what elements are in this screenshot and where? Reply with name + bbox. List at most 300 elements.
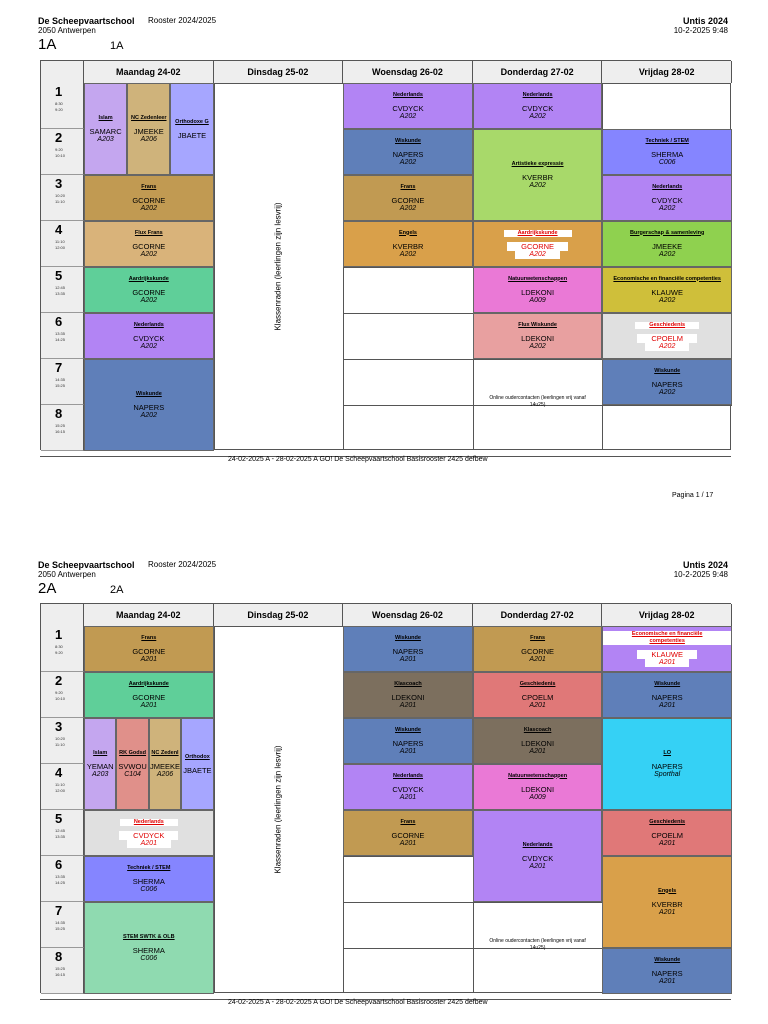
lesson-room: A201	[127, 840, 171, 848]
lesson-room: A202	[529, 181, 546, 189]
day-header: Maandag 24-02	[84, 604, 214, 626]
lesson-teacher: LDEKONI	[521, 287, 555, 297]
row-divider	[343, 267, 473, 268]
lesson-room: A206	[156, 770, 174, 778]
day-header: Woensdag 26-02	[343, 604, 473, 626]
lesson-room: A203	[97, 135, 114, 143]
period-end: 14:25	[55, 337, 66, 342]
class-title: 2A	[38, 580, 57, 597]
lesson-room: A201	[529, 701, 546, 709]
lesson-block[interactable]	[84, 718, 116, 810]
lesson-teacher: GCORNE	[132, 195, 166, 205]
day-header: Vrijdag 28-02	[602, 604, 732, 626]
lesson-room: A201	[399, 793, 417, 801]
period-end: 13:35	[55, 291, 66, 296]
lesson-block[interactable]	[127, 83, 170, 175]
period-label	[41, 810, 84, 856]
period-time	[55, 690, 65, 702]
lesson-block[interactable]	[84, 359, 214, 451]
row-divider	[343, 313, 473, 314]
lesson-teacher: CVDYCK	[392, 103, 424, 113]
lesson-room: A201	[399, 839, 417, 847]
lesson-block[interactable]	[473, 810, 603, 902]
lesson-teacher: NAPERS	[651, 968, 683, 978]
lesson-block[interactable]	[181, 718, 213, 810]
lesson-subject: RK Godsd	[119, 749, 147, 756]
lesson-teacher: GCORNE	[391, 830, 425, 840]
lesson-subject: Geschiedenis	[519, 680, 556, 687]
day-header: Donderdag 27-02	[473, 61, 603, 83]
period-start: 15:25	[55, 966, 66, 971]
lesson-block[interactable]	[473, 764, 603, 810]
lesson-room: A201	[399, 655, 417, 663]
period-end: 13:35	[55, 834, 66, 839]
lesson-block[interactable]	[602, 672, 732, 718]
lesson-subject: Wiskunde	[395, 726, 421, 733]
period-end: 15:25	[55, 926, 66, 931]
print-timestamp: 10-2-2025 9:48	[673, 570, 728, 579]
footer-text: 24-02-2025 A - 28-02-2025 A GO! De Scheepvaartschool Basisrooster 2425 defbew	[228, 999, 488, 1006]
lesson-teacher: NAPERS	[651, 761, 683, 771]
lesson-block[interactable]	[343, 175, 473, 221]
lesson-subject: Nederlands	[522, 91, 553, 98]
lesson-block[interactable]	[84, 175, 214, 221]
period-number: 4	[55, 765, 63, 780]
period-number: 1	[55, 627, 63, 642]
day-header: Dinsdag 25-02	[214, 61, 344, 83]
period-label	[41, 405, 84, 451]
lesson-teacher: LDEKONI	[521, 333, 555, 343]
period-label	[41, 902, 84, 948]
lesson-teacher: JMEEKE	[133, 126, 164, 136]
period-time	[55, 423, 65, 435]
lesson-teacher: NAPERS	[392, 738, 424, 748]
lesson-block[interactable]	[343, 626, 473, 672]
lesson-room: A202	[399, 158, 417, 166]
period-label	[41, 718, 84, 764]
period-start: 8:30	[55, 101, 63, 106]
lesson-subject: Economische en financiële competenties	[613, 275, 721, 282]
lesson-subject: Nederlands	[133, 321, 164, 328]
lesson-subject: Flux Wiskunde	[518, 321, 557, 328]
lesson-block[interactable]	[116, 718, 148, 810]
period-start: 11:10	[55, 782, 65, 787]
period-number: 3	[55, 176, 63, 191]
lesson-subject: Wiskunde	[654, 367, 681, 374]
row-divider	[343, 902, 473, 903]
day-header: Vrijdag 28-02	[602, 61, 732, 83]
lesson-room: C104	[124, 770, 141, 778]
lesson-teacher: SVWOU	[118, 761, 147, 771]
row-divider	[602, 405, 732, 406]
period-number: 8	[55, 949, 63, 964]
class-subtitle: 1A	[110, 40, 124, 52]
period-time	[55, 101, 63, 113]
period-number: 2	[55, 130, 63, 145]
lesson-block[interactable]	[602, 718, 732, 810]
day-header: Donderdag 27-02	[473, 604, 603, 626]
page-number: Pagina 1 / 17	[672, 492, 714, 499]
lesson-room: A009	[529, 296, 546, 304]
day-header: Dinsdag 25-02	[214, 604, 344, 626]
period-start: 13:35	[55, 331, 66, 336]
lesson-teacher: CVDYCK	[133, 333, 165, 343]
day-header: Maandag 24-02	[84, 61, 214, 83]
period-end: 11:10	[55, 199, 65, 204]
lesson-teacher: LDEKONI	[391, 692, 425, 702]
lesson-subject: Wiskunde	[395, 634, 421, 641]
period-time	[55, 920, 65, 932]
lesson-subject: Nederlands	[393, 91, 423, 98]
period-number: 8	[55, 406, 63, 421]
lesson-subject: Techniek / STEM	[127, 864, 171, 871]
column-divider	[214, 626, 215, 992]
period-start: 9:20	[55, 690, 63, 695]
lesson-block[interactable]	[602, 626, 732, 672]
lesson-teacher: JBAETE	[177, 130, 207, 140]
school-name: De Scheepvaartschool	[38, 560, 135, 570]
lesson-room: A202	[399, 204, 417, 212]
lesson-room: A202	[529, 112, 546, 120]
lesson-room: A202	[645, 343, 689, 351]
period-end: 10:10	[55, 153, 66, 158]
period-time	[55, 377, 65, 389]
lesson-teacher: SAMARC	[89, 126, 122, 136]
lesson-block[interactable]	[602, 129, 732, 175]
dinsdag-note: Klassenraden (leerlingen zijn lesvrij)	[273, 202, 283, 331]
period-label	[41, 764, 84, 810]
lesson-teacher: NAPERS	[651, 692, 683, 702]
lesson-block[interactable]	[149, 718, 181, 810]
lesson-room: A201	[659, 839, 676, 847]
lesson-teacher: GCORNE	[507, 242, 568, 251]
lesson-block[interactable]	[473, 129, 603, 221]
period-label	[41, 267, 84, 313]
period-start: 11:10	[55, 239, 65, 244]
lesson-teacher: CVDYCK	[651, 195, 683, 205]
roster-year: Rooster 2024/2025	[148, 16, 217, 25]
period-time	[55, 239, 65, 251]
lesson-block[interactable]	[473, 83, 603, 129]
period-number: 5	[55, 268, 63, 283]
row-divider	[473, 359, 603, 360]
lesson-subject: Engels	[398, 229, 417, 236]
column-divider	[214, 83, 215, 449]
period-end: 9:20	[55, 650, 63, 655]
lesson-block[interactable]	[84, 83, 127, 175]
lesson-block[interactable]	[473, 267, 603, 313]
row-divider	[473, 902, 603, 903]
lesson-block[interactable]	[473, 221, 603, 267]
app-name: Untis 2024	[682, 560, 728, 570]
lesson-teacher: NAPERS	[133, 402, 165, 412]
school-name: De Scheepvaartschool	[38, 16, 135, 26]
lesson-subject: Aardrijkskunde	[128, 680, 169, 687]
lesson-subject: Burgerschap & samenleving	[630, 229, 705, 236]
lesson-block[interactable]	[602, 810, 732, 856]
period-time	[55, 782, 65, 794]
lesson-teacher: NAPERS	[392, 149, 424, 159]
lesson-teacher: JMEEKE	[652, 241, 683, 251]
period-label	[41, 83, 84, 129]
lesson-teacher: YEMAN	[86, 761, 114, 771]
lesson-subject: Economische en financiële competenties	[603, 631, 731, 645]
lesson-subject: Techniek / STEM	[645, 137, 689, 144]
row-divider	[343, 405, 473, 406]
lesson-block[interactable]	[84, 672, 214, 718]
lesson-teacher: KLAUWE	[651, 287, 684, 297]
lesson-room: A202	[659, 250, 676, 258]
lesson-room: A201	[529, 655, 546, 663]
lesson-block[interactable]	[473, 718, 603, 764]
period-number: 1	[55, 84, 63, 99]
period-time	[55, 874, 65, 886]
period-end: 9:20	[55, 107, 63, 112]
period-time	[55, 644, 63, 656]
lesson-subject: Klascoach	[394, 680, 422, 687]
lesson-subject: STEM SWTK & OLB	[122, 933, 175, 940]
lesson-room: A202	[515, 251, 559, 259]
lesson-block[interactable]	[343, 810, 473, 856]
lesson-subject: Frans	[400, 183, 416, 190]
period-number: 7	[55, 360, 63, 375]
period-number: 7	[55, 903, 63, 918]
lesson-block[interactable]	[602, 856, 732, 948]
lesson-room: A201	[645, 659, 689, 667]
lesson-room: A202	[140, 250, 157, 258]
print-timestamp: 10-2-2025 9:48	[673, 26, 728, 35]
period-start: 10:20	[55, 193, 66, 198]
row-divider	[343, 359, 473, 360]
lesson-teacher: GCORNE	[132, 692, 166, 702]
period-start: 8:30	[55, 644, 63, 649]
period-start: 15:25	[55, 423, 66, 428]
period-time	[55, 193, 65, 205]
lesson-subject: Klascoach	[523, 726, 552, 733]
lesson-block[interactable]	[84, 626, 214, 672]
period-time	[55, 147, 65, 159]
lesson-room: A202	[399, 250, 417, 258]
app-name: Untis 2024	[682, 16, 728, 26]
timetable-1A	[40, 60, 731, 450]
lesson-subject: Frans	[400, 818, 416, 825]
period-time	[55, 285, 65, 297]
lesson-subject: Frans	[141, 183, 157, 190]
lesson-teacher: GCORNE	[132, 646, 166, 656]
period-end: 16:15	[55, 972, 66, 977]
period-label	[41, 221, 84, 267]
row-divider	[343, 856, 473, 857]
lesson-teacher: GCORNE	[391, 195, 425, 205]
dinsdag-note: Klassenraden (leerlingen zijn lesvrij)	[273, 745, 283, 874]
table-corner	[41, 61, 84, 83]
period-start: 13:35	[55, 874, 66, 879]
lesson-teacher: SHERMA	[132, 945, 165, 955]
period-start: 14:35	[55, 920, 66, 925]
lesson-teacher: CVDYCK	[521, 103, 554, 113]
lesson-block[interactable]	[84, 902, 214, 994]
lesson-teacher: KVERBR	[651, 899, 683, 909]
period-end: 10:10	[55, 696, 66, 701]
lesson-subject: Aardrijkskunde	[128, 275, 169, 282]
lesson-block[interactable]	[473, 626, 603, 672]
lesson-block[interactable]	[343, 764, 473, 810]
lesson-block[interactable]	[84, 221, 214, 267]
lesson-teacher: KLAUWE	[637, 650, 697, 659]
lesson-block[interactable]	[602, 175, 732, 221]
lesson-room: A202	[140, 204, 157, 212]
lesson-teacher: LDEKONI	[521, 784, 555, 794]
lesson-teacher: NAPERS	[392, 646, 424, 656]
lesson-subject: Natuurwetenschappen	[508, 275, 568, 282]
school-address: 2050 Antwerpen	[38, 570, 96, 579]
lesson-subject: Aardrijkskunde	[504, 230, 572, 237]
lesson-block[interactable]	[602, 267, 732, 313]
period-number: 6	[55, 314, 63, 329]
lesson-subject: Islam	[98, 114, 113, 121]
lesson-subject: Wiskunde	[654, 956, 681, 963]
period-start: 10:20	[55, 736, 66, 741]
lesson-subject: LO	[663, 749, 671, 756]
lesson-teacher: CVDYCK	[119, 831, 178, 840]
lesson-room: A201	[529, 862, 546, 870]
period-end: 12:00	[55, 788, 66, 793]
period-start: 14:35	[55, 377, 66, 382]
lesson-subject: Artistieke expressie	[511, 160, 564, 167]
lesson-room: A203	[92, 770, 109, 778]
period-time	[55, 736, 65, 748]
lesson-teacher: GCORNE	[132, 241, 166, 251]
period-number: 2	[55, 673, 63, 688]
period-label	[41, 313, 84, 359]
period-end: 15:25	[55, 383, 66, 388]
period-label	[41, 175, 84, 221]
lesson-room: A202	[399, 112, 417, 120]
lesson-block[interactable]	[602, 948, 732, 994]
lesson-teacher: CPOELM	[637, 334, 697, 343]
lesson-block[interactable]	[170, 83, 213, 175]
lesson-room: A202	[140, 296, 157, 304]
lesson-block[interactable]	[84, 810, 214, 856]
lesson-subject: Flux Frans	[134, 229, 163, 236]
lesson-room: A201	[140, 655, 157, 663]
period-number: 4	[55, 222, 63, 237]
period-start: 9:20	[55, 147, 63, 152]
period-number: 6	[55, 857, 63, 872]
lesson-room: A201	[399, 701, 417, 709]
class-title: 1A	[38, 36, 57, 53]
lesson-room: C006	[140, 954, 158, 962]
lesson-room: A201	[659, 908, 676, 916]
lesson-subject: Geschiedenis	[635, 322, 699, 329]
lesson-teacher: CPOELM	[651, 830, 684, 840]
period-time	[55, 828, 65, 840]
lesson-teacher: CVDYCK	[521, 853, 554, 863]
lesson-block[interactable]	[343, 221, 473, 267]
lesson-subject: Geschiedenis	[649, 818, 686, 825]
period-time	[55, 331, 65, 343]
period-end: 12:00	[55, 245, 66, 250]
online-note: Online oudercontacten (leerlingen vrij vanaf 14u25)	[489, 938, 586, 951]
period-start: 12:45	[55, 828, 66, 833]
lesson-subject: Nederlands	[120, 819, 178, 826]
lesson-teacher: CPOELM	[521, 692, 554, 702]
lesson-subject: Wiskunde	[135, 390, 162, 397]
class-subtitle: 2A	[110, 584, 124, 596]
lesson-teacher: KVERBR	[392, 241, 424, 251]
lesson-block[interactable]	[84, 267, 214, 313]
lesson-room: A202	[659, 388, 676, 396]
lesson-room: A201	[659, 977, 676, 985]
period-label	[41, 626, 84, 672]
lesson-block[interactable]	[602, 359, 732, 405]
period-end: 16:15	[55, 429, 66, 434]
lesson-subject: NC Zedenleer	[131, 114, 167, 121]
lesson-block[interactable]	[473, 313, 603, 359]
period-start: 12:45	[55, 285, 66, 290]
period-label	[41, 948, 84, 994]
period-label	[41, 359, 84, 405]
lesson-block[interactable]	[602, 221, 732, 267]
lesson-room: A202	[659, 204, 676, 212]
lesson-subject: Nederlands	[652, 183, 683, 190]
lesson-subject: Engels	[658, 887, 677, 894]
period-label	[41, 129, 84, 175]
lesson-room: C006	[140, 885, 158, 893]
period-time	[55, 966, 65, 978]
lesson-block[interactable]	[84, 856, 214, 902]
lesson-teacher: JBAETE	[183, 765, 212, 775]
roster-year: Rooster 2024/2025	[148, 560, 217, 569]
lesson-subject: Wiskunde	[395, 137, 421, 144]
lesson-subject: Frans	[141, 634, 157, 641]
lesson-teacher: GCORNE	[132, 287, 166, 297]
lesson-teacher: NAPERS	[651, 379, 683, 389]
lesson-subject: Orthodoxe G	[175, 118, 209, 125]
lesson-room: A202	[140, 342, 157, 350]
lesson-block[interactable]	[343, 672, 473, 718]
lesson-subject: Islam	[93, 749, 108, 756]
lesson-room: A202	[529, 342, 546, 350]
lesson-teacher: KVERBR	[522, 172, 554, 182]
period-end: 14:25	[55, 880, 66, 885]
lesson-subject: Natuurwetenschappen	[508, 772, 568, 779]
lesson-block[interactable]	[84, 313, 214, 359]
lesson-subject: Frans	[530, 634, 546, 641]
lesson-room: A206	[140, 135, 157, 143]
period-number: 5	[55, 811, 63, 826]
online-note: Online oudercontacten (leerlingen vrij vanaf 14u25)	[489, 395, 586, 408]
lesson-room: A201	[140, 701, 157, 709]
lesson-room: C006	[658, 158, 676, 166]
day-header: Woensdag 26-02	[343, 61, 473, 83]
lesson-subject: Orthodox	[185, 753, 210, 760]
lesson-teacher: SHERMA	[651, 149, 684, 159]
lesson-block[interactable]	[473, 672, 603, 718]
lesson-block[interactable]	[602, 313, 732, 359]
lesson-teacher: GCORNE	[521, 646, 555, 656]
lesson-block[interactable]	[343, 83, 473, 129]
lesson-room: A201	[399, 747, 417, 755]
lesson-block[interactable]	[343, 718, 473, 764]
table-corner	[41, 604, 84, 626]
school-address: 2050 Antwerpen	[38, 26, 96, 35]
period-label	[41, 672, 84, 718]
lesson-teacher: JMEEKE	[149, 761, 180, 771]
row-divider	[343, 948, 473, 949]
lesson-block[interactable]	[343, 129, 473, 175]
footer-text: 24-02-2025 A - 28-02-2025 A GO! De Scheepvaartschool Basisrooster 2425 defbew	[228, 456, 488, 463]
